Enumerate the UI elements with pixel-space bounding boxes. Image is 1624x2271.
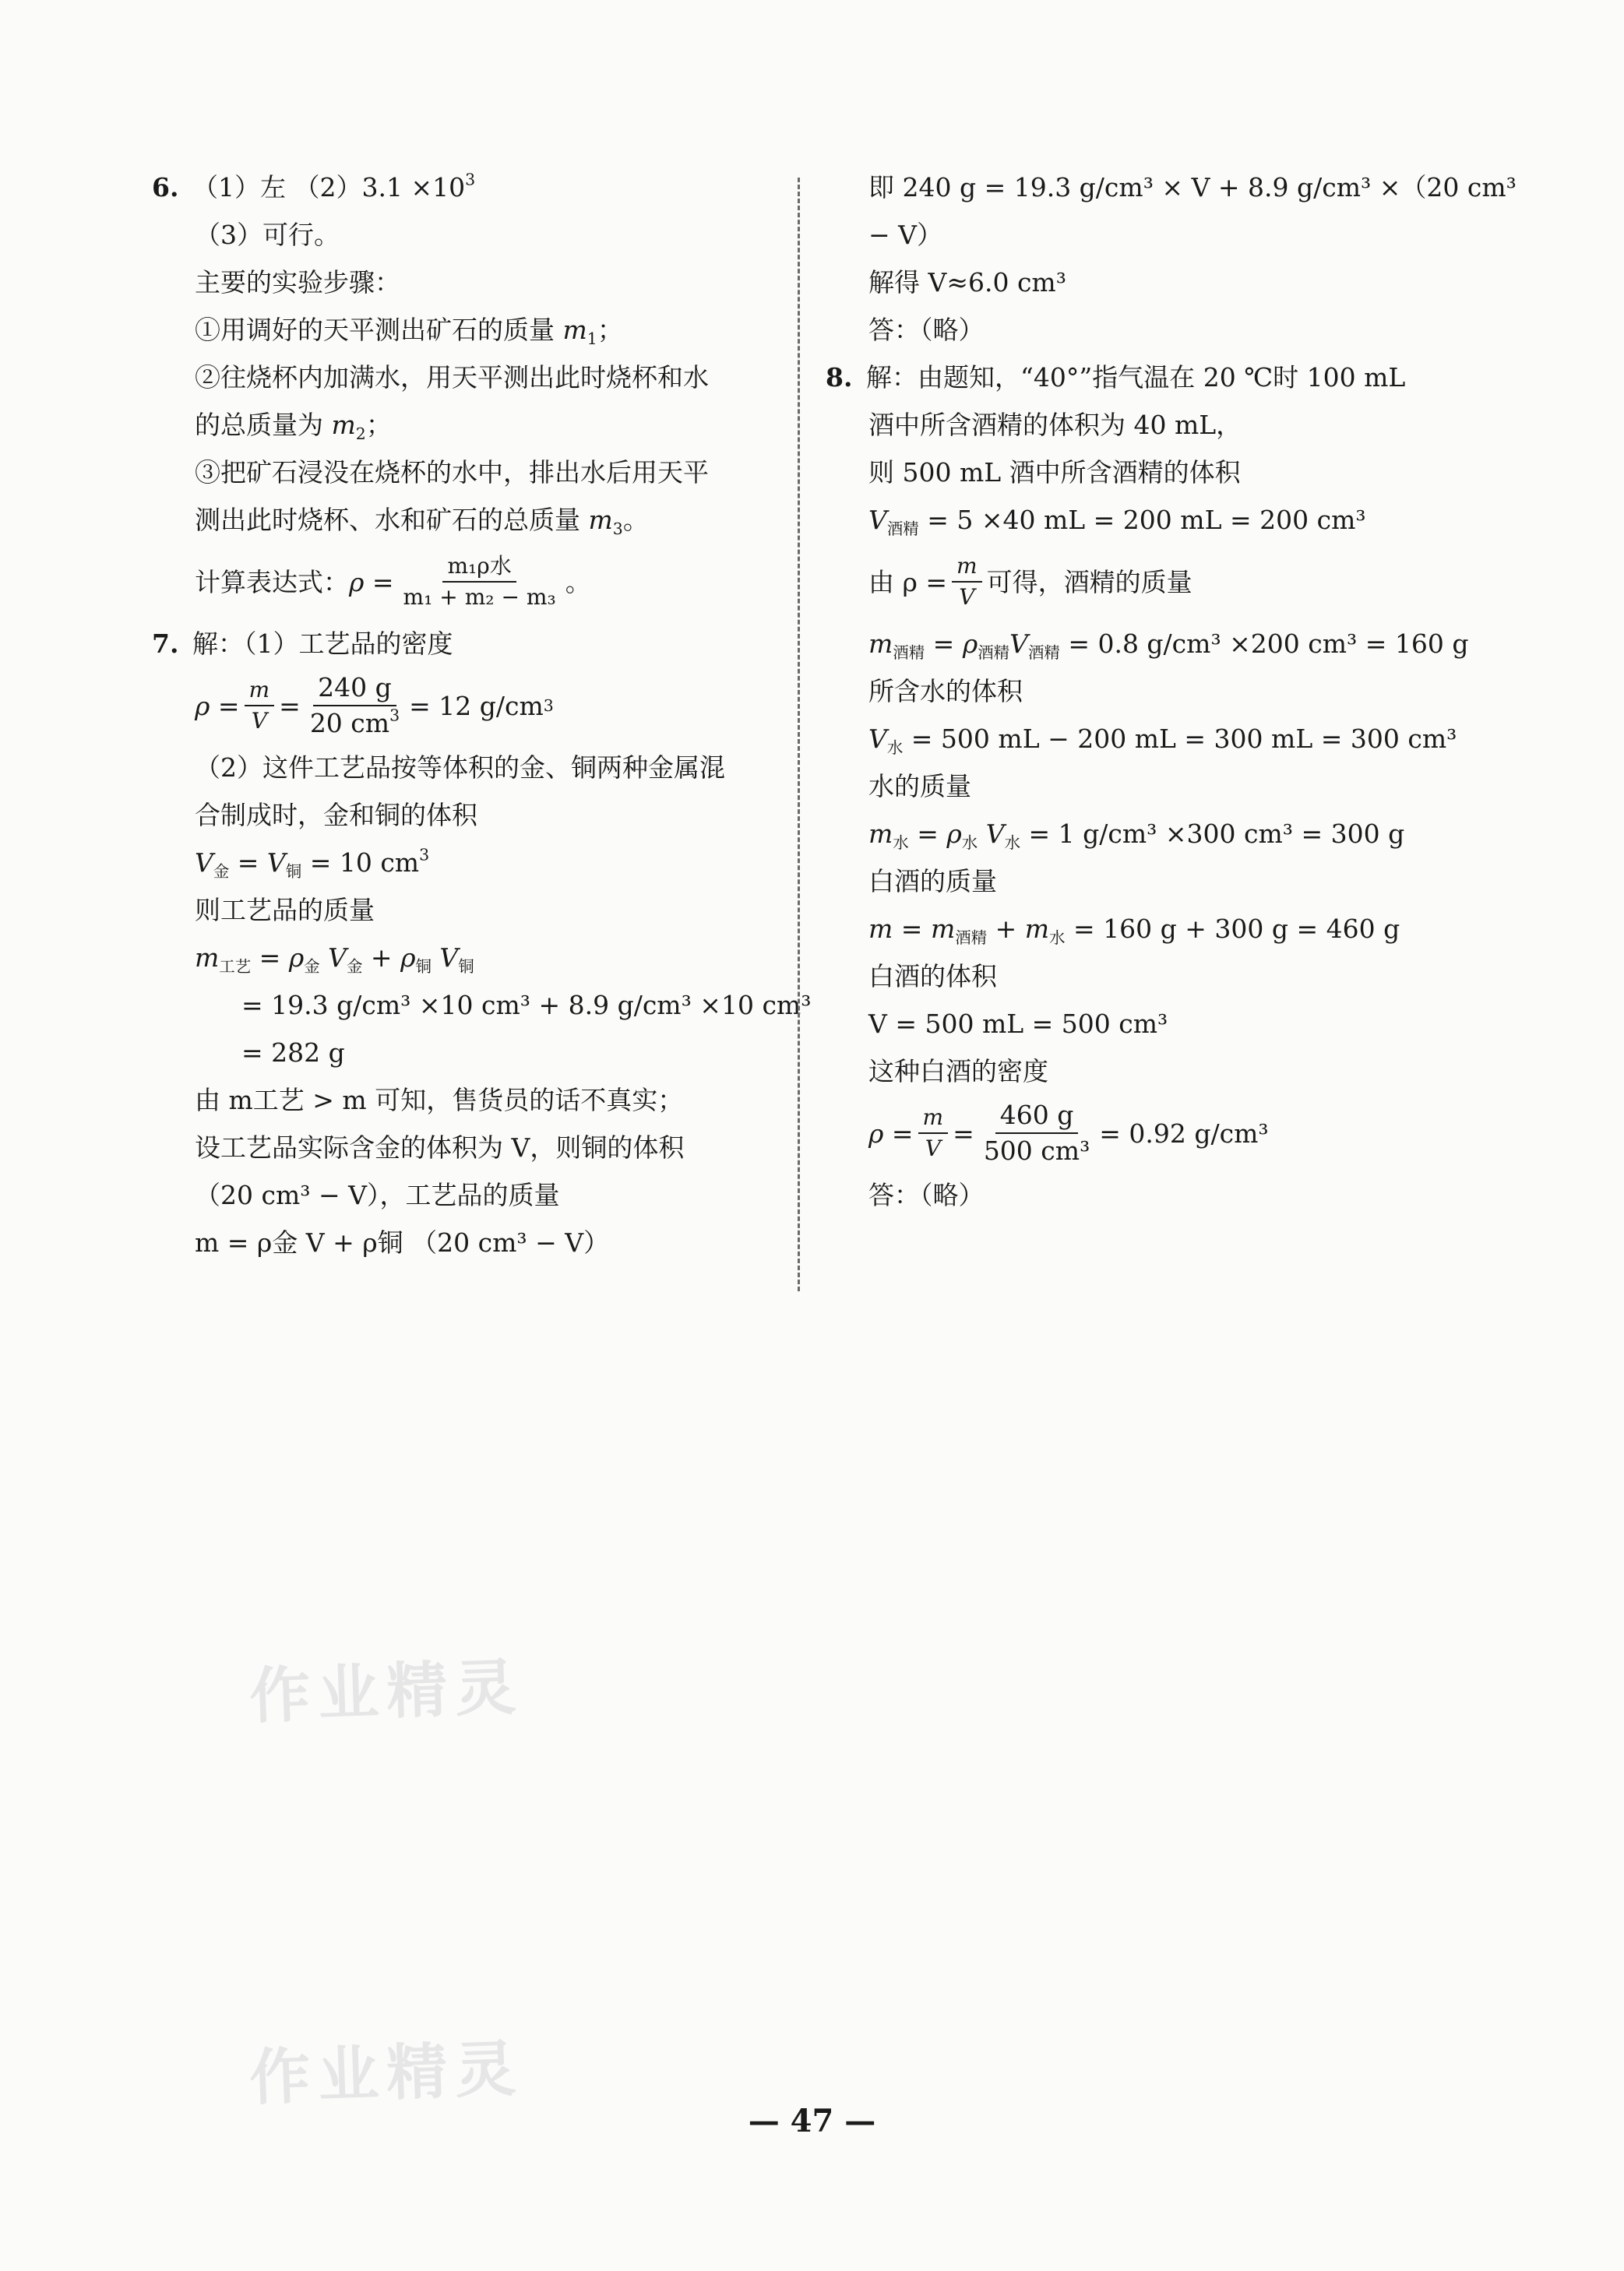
r9-line — [826, 544, 1464, 620]
r20-fraction-values — [979, 1100, 1094, 1166]
q7-line-1 — [152, 620, 775, 667]
q7-l9: 设工艺品实际含金的体积为 V，则铜的体积 — [195, 1132, 685, 1163]
q7-l3b: 合制成时，金和铜的体积 — [195, 800, 477, 830]
r12: = 500 mL − 200 mL = 300 mL = 300 cm³ — [911, 724, 1457, 754]
q6-number: 6. — [152, 172, 179, 202]
r14-line: $m_水 = \rho_水$ $V_水 = 1$ g/cm³ ×300 cm³ = 300 g — [868, 819, 1405, 853]
q7-number: 7. — [152, 628, 179, 659]
q6-step1: ①用调好的天平测出矿石的质量 $m_1$； — [195, 315, 623, 349]
q7-l4: = 10 cm — [309, 847, 420, 878]
r14: = 1 g/cm³ ×300 cm³ = 300 g — [1028, 819, 1405, 849]
q7-l5: 则工艺品的质量 — [195, 895, 375, 925]
right-column — [826, 164, 1517, 1219]
r15: 白酒的质量 — [868, 866, 997, 896]
r11: 所含水的体积 — [868, 676, 1023, 706]
r13: 水的质量 — [868, 771, 971, 801]
r16-line: $m = m_{酒精} + m_水 = 160$ g + 300 g = 460 g — [868, 914, 1400, 948]
q7-frac-numerator: 240 g — [313, 673, 396, 706]
q7-l11: m = ρ金 V + ρ铜 （20 cm³ − V） — [195, 1227, 610, 1258]
q6-calc-label: 计算表达式： — [195, 566, 349, 597]
q7-result: = 12 g/cm — [409, 690, 544, 721]
watermark-1: 作业精灵 — [248, 1652, 525, 1733]
r20-result: = 0.92 g/cm³ — [1099, 1118, 1269, 1149]
q6-exponent: 3 — [465, 170, 476, 189]
r9-fraction: $\frac{m}{V}$ — [952, 554, 982, 611]
r6: 酒中所含酒精的体积为 40 mL， — [868, 410, 1242, 440]
q7-frac-denominator: 20 cm — [309, 708, 390, 738]
q6-line-1 — [152, 164, 775, 211]
left-column — [152, 164, 812, 1266]
q6-steps-title: 主要的实验步骤： — [195, 267, 400, 298]
q7-l7: = 282 g — [241, 1037, 345, 1068]
q7-fraction-mv: $\frac{m}{V}$ — [245, 678, 275, 734]
r20-line: ρ = $\frac{m}{V}$ = $\frac{460 g}{\text{500 cm³}}$ = 0.92 g/cm³ — [868, 1100, 1269, 1166]
q7-fraction-values: $\frac{240 g}{20 cm^3}$ — [309, 672, 400, 738]
r20-denominator: 500 cm³ — [983, 1136, 1090, 1166]
q7-density: ρ = $\frac{m}{V}$ = $\frac{240 g}{20 cm^3}$ = 12 g/cm 3 — [195, 672, 554, 738]
q7-volumes: $V_金 = V_铜 = 10$ $cm^3$ — [195, 845, 430, 882]
r19: 这种白酒的密度 — [868, 1056, 1048, 1086]
r20-numerator: 460 g — [995, 1100, 1079, 1134]
q6-step3a: ③把矿石浸没在烧杯的水中，排出水后用天平 — [195, 457, 709, 488]
watermark-2: 作业精灵 — [248, 2033, 525, 2114]
r9b: 可得，酒精的质量 — [986, 566, 1192, 597]
q6-step2b-text: 的总质量为 — [195, 410, 323, 440]
r5: 解：由题知，“40°”指气温在 20 ℃时 100 mL — [866, 362, 1406, 393]
q6-step3b: 测出此时烧杯、水和矿石的总质量 $m_3$。 — [195, 505, 649, 539]
q7-l3a: （2）这件工艺品按等体积的金、铜两种金属混 — [195, 752, 725, 783]
q7-mass-formula: $m_{工艺} = \rho_金$ $V_金 + \rho_铜$ $V_铜$ — [195, 942, 474, 977]
q6-formula: 计算表达式： ρ = $\frac{\text{m₁ρ水}}{\text{m₁ + m₂ − m₃}}$ 。 — [195, 552, 591, 610]
q6-step2a: ②往烧杯内加满水，用天平测出此时烧杯和水 — [195, 362, 709, 393]
q6-denominator: m₁ + m₂ − m₃ — [403, 584, 556, 610]
r17: 白酒的体积 — [868, 961, 997, 991]
q7-l10: （20 cm³ − V），工艺品的质量 — [195, 1180, 560, 1210]
q7-l1: 解：（1）工艺品的密度 — [192, 628, 453, 659]
r4: 答：（略） — [868, 315, 985, 345]
r3: 解得 V≈6.0 cm³ — [868, 267, 1066, 298]
r20-fraction-mv: $\frac{m}{V}$ — [918, 1105, 949, 1162]
r2: − V） — [868, 220, 942, 250]
r8-line: $V_{酒精} = 5 \times 40$ mL = 200 mL = 200 cm³ — [868, 505, 1366, 539]
q7-l8: 由 m工艺 > m 可知，售货员的话不真实； — [195, 1085, 684, 1115]
q8-line-1 — [826, 354, 1464, 401]
q6-fraction — [399, 554, 561, 611]
q7-l6: = 19.3 g/cm³ ×10 cm³ + 8.9 g/cm³ ×10 cm³ — [241, 990, 812, 1020]
column-divider — [798, 178, 800, 1291]
r7: 则 500 mL 酒中所含酒精的体积 — [868, 457, 1241, 488]
r10: = 0.8 g/cm³ ×200 cm³ = 160 g — [1068, 628, 1469, 659]
r1: 即 240 g = 19.3 g/cm³ × V + 8.9 g/cm³ ×（20 cm³ — [868, 172, 1517, 202]
q6-step3b-text: 测出此时烧杯、水和矿石的总质量 — [195, 505, 580, 535]
r18: V = 500 mL = 500 cm³ — [868, 1009, 1168, 1039]
q6-step1-text: ①用调好的天平测出矿石的质量 — [195, 315, 555, 345]
q6-parts: （1）左 （2）3.1 ×10 — [192, 172, 466, 202]
q6-numerator: m₁ρ水 — [442, 554, 516, 583]
r16: = 160 g + 300 g = 460 g — [1073, 914, 1400, 944]
r12-line: $V_水 = 500$ mL − 200 mL = 300 mL = 300 cm³ — [868, 724, 1457, 758]
q6-part3: （3）可行。 — [195, 220, 340, 250]
q6-step2b: 的总质量为 $m_2$； — [195, 410, 392, 444]
page-number: — 47 — — [748, 2103, 876, 2139]
r8: = 5 ×40 mL = 200 mL = 200 cm³ — [927, 505, 1366, 535]
r21: 答：（略） — [868, 1180, 985, 1210]
r10-line: $m_{酒精} = \rho_{酒精}V_{酒精} = 0.8$ g/cm³ ×200 cm³ = 160 g — [868, 628, 1469, 663]
r9a: 由 ρ = — [868, 566, 948, 597]
q8-number: 8. — [826, 362, 853, 393]
